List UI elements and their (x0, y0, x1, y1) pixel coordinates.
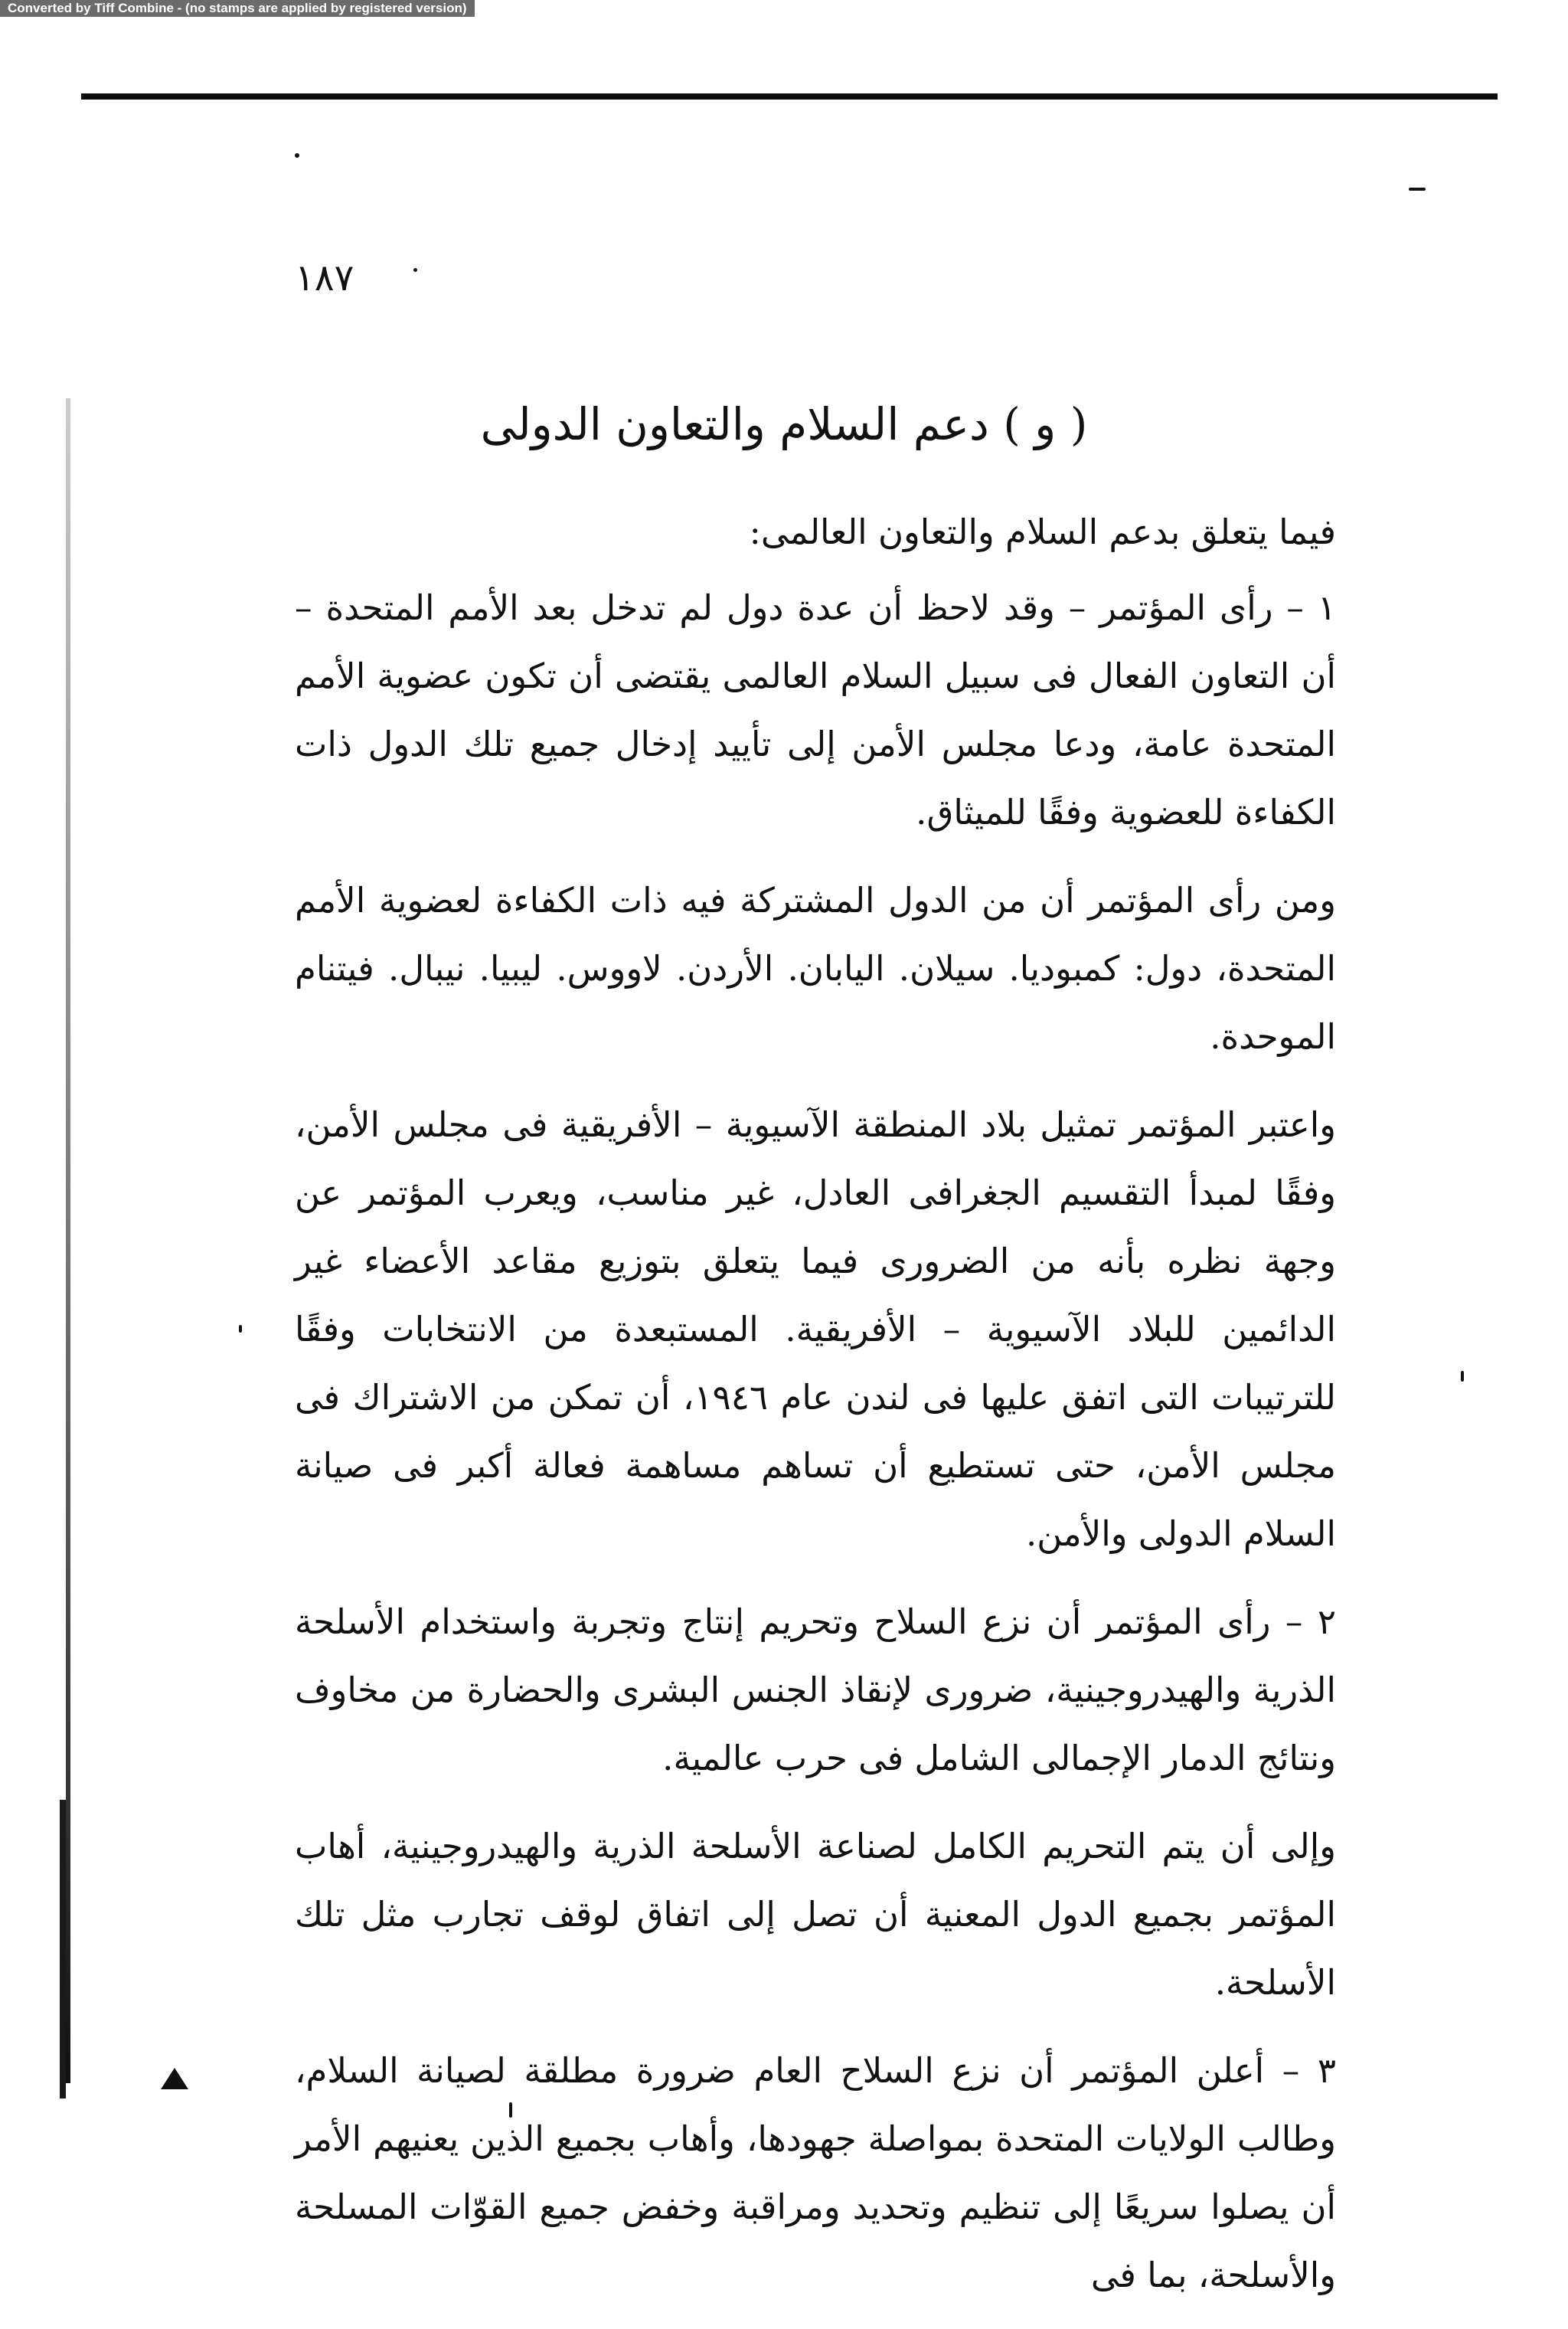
page-number: ١٨٧ (295, 257, 354, 299)
intro-line: فيما يتعلق بدعم السلام والتعاون العالمى: (749, 512, 1336, 552)
scan-speck (161, 2068, 188, 2089)
paragraph-5: وإلى أن يتم التحريم الكامل لصناعة الأسلحة الذرية والهيدروجينية، أهاب المؤتمر بجميع الدول المعنية أن تصل إلى اتفاق لوقف تجارب مثل تلك الأسلحة. (295, 1826, 1336, 2003)
left-page-edge-shadow (60, 1800, 66, 2098)
converter-banner: Converted by Tiff Combine - (no stamps are applied by registered version) (0, 0, 475, 17)
scan-speck (1461, 1371, 1464, 1382)
scan-speck (413, 268, 417, 272)
paragraph-4: ٢ – رأى المؤتمر أن نزع السلاح وتحريم إنتاج وتجربة واستخدام الأسلحة الذرية والهيدروجينية، ضرورى لإنقاذ الجنس البشرى والحضارة من مخاوف ونتائج الدمار الإجمالى الشامل فى حرب عالمية. (295, 1601, 1336, 1778)
paragraph-1: ١ – رأى المؤتمر – وقد لاحظ أن عدة دول لم تدخل بعد الأمم المتحدة – أن التعاون الفعال فى سبيل السلام العالمى يقتضى أن تكون عضوية الأمم المتحدة عامة، ودعا مجلس الأمن إلى تأييد إدخال جميع تلك الدول ذات الكفاءة للعضوية وفقًا للميثاق. (295, 587, 1336, 832)
left-page-edge (66, 398, 70, 2083)
paragraph-2: ومن رأى المؤتمر أن من الدول المشتركة فيه ذات الكفاءة لعضوية الأمم المتحدة، دول: كمبوديا. سيلان. اليابان. الأردن. لاووس. ليبيا. نيبال. فيتنام الموحدة. (295, 880, 1336, 1057)
scan-speck (295, 153, 299, 158)
body-text (295, 498, 1336, 2329)
scan-speck (1409, 188, 1426, 191)
top-rule (81, 93, 1498, 100)
scan-speck (239, 1325, 242, 1333)
paragraph-3: واعتبر المؤتمر تمثيل بلاد المنطقة الآسيوية – الأفريقية فى مجلس الأمن، وفقًا لمبدأ التقسيم الجغرافى العادل، غير مناسب، ويعرب المؤتمر عن وجهة نظره بأنه من الضرورى فيما يتعلق بتوزيع مقاعد الأعضاء غير الدائمين للبلاد الآسيوية – الأفريقية. المستبعدة من الانتخابات وفقًا للترتيبات التى اتفق عليها فى لندن عام ١٩٤٦، أن تمكن من الاشتراك فى مجلس الأمن، حتى تستطيع أن تساهم مساهمة فعالة أكبر فى صيانة السلام الدولى والأمن. (295, 1104, 1336, 1554)
section-title: ( و ) دعم السلام والتعاون الدولى (480, 398, 1088, 450)
paragraph-6: ٣ – أعلن المؤتمر أن نزع السلاح العام ضرورة مطلقة لصيانة السلام، وطالب الولايات المتحدة بمواصلة جهودها، وأهاب بجميع الذين يعنيهم الأمر أن يصلوا سريعًا إلى تنظيم وتحديد ومراقبة وخفض جميع القوّات المسلحة والأسلحة، بما فى (295, 2050, 1336, 2295)
